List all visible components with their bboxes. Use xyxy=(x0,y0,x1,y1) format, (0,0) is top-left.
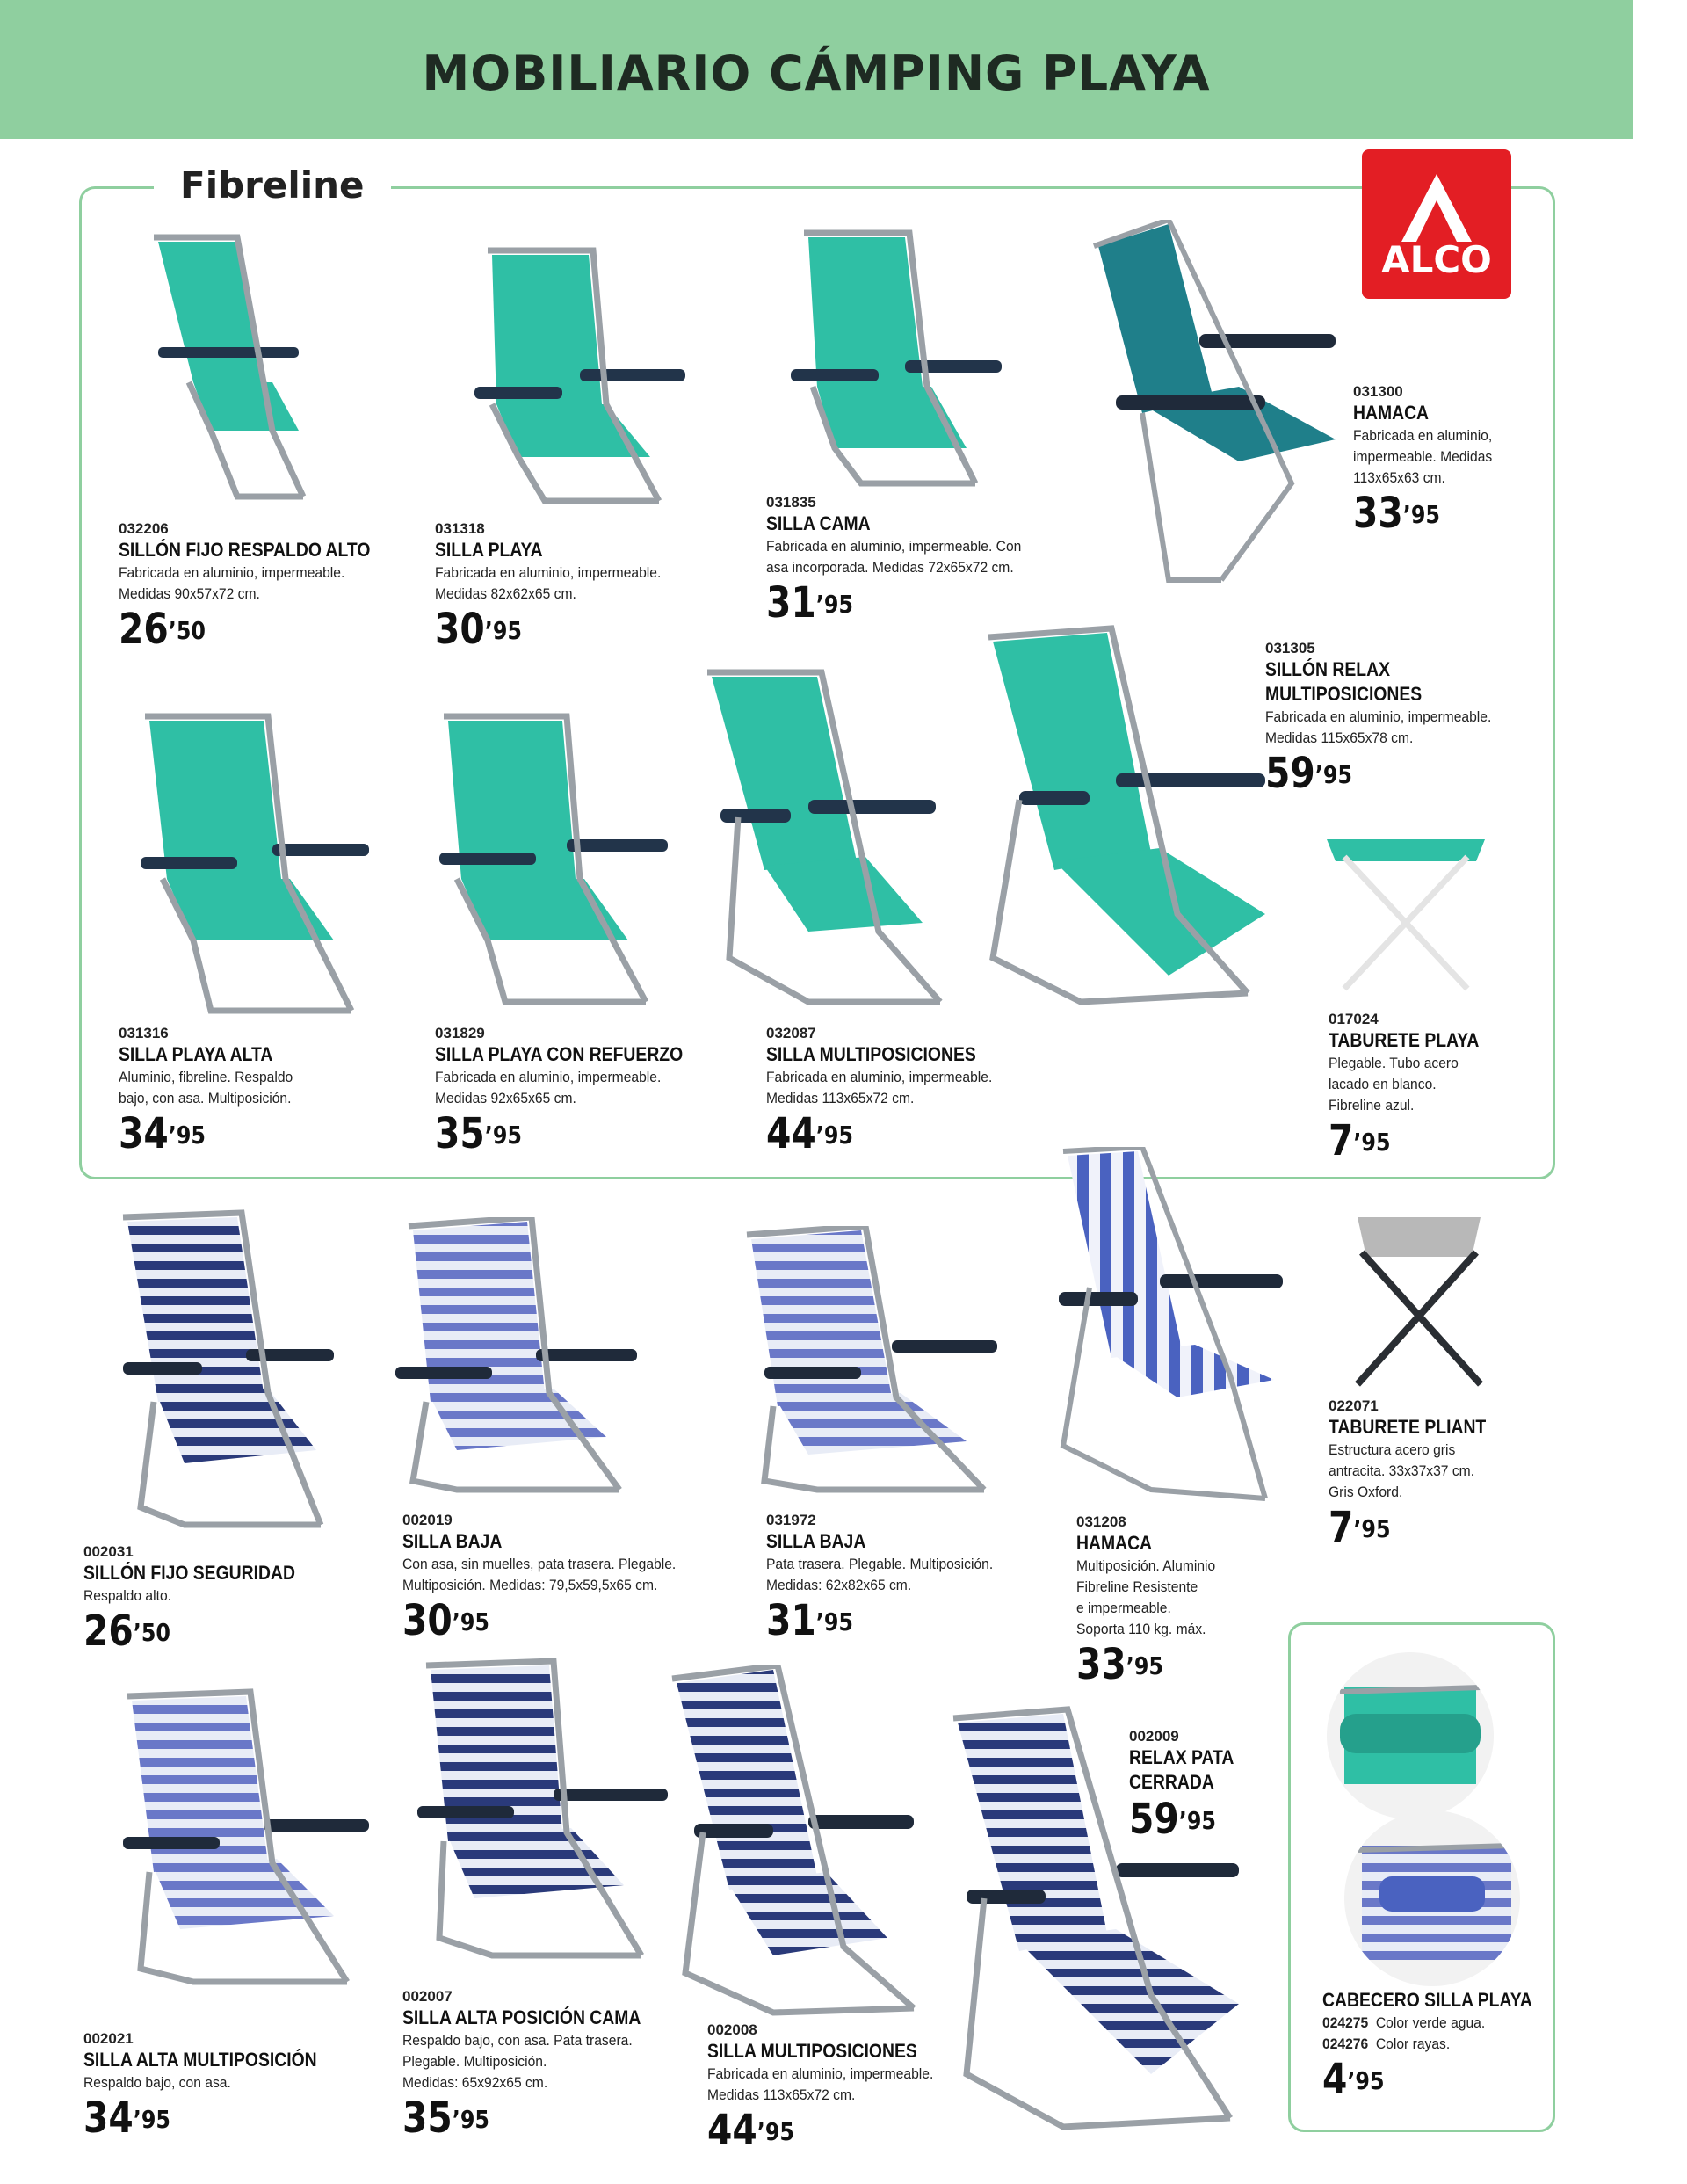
product-name: SILLA MULTIPOSICIONES xyxy=(707,2040,917,2062)
product-desc: Multiposición. Aluminio Fibreline Resistente e impermeable. Soporta 110 kg. máx. xyxy=(1076,1557,1216,1637)
product-name: SILLA ALTA MULTIPOSICIÓN xyxy=(83,2049,317,2071)
product-code: 002007 xyxy=(402,1988,453,2005)
product-code: 031316 xyxy=(119,1025,169,1041)
product-name: SILLA PLAYA xyxy=(435,539,543,561)
product-002021 xyxy=(83,2030,349,2141)
product-price: $33^{’95}$ xyxy=(1353,489,1440,538)
product-price: $26^{’50}$ xyxy=(83,1607,170,1656)
product-desc: Plegable. Tubo acero lacado en blanco. Fibreline azul. xyxy=(1329,1055,1459,1114)
chair-image-031316 xyxy=(132,712,378,1028)
product-002031 xyxy=(83,1543,324,1654)
product-name: SILLÓN FIJO SEGURIDAD xyxy=(83,1562,295,1584)
product-code: 002031 xyxy=(83,1543,134,1560)
product-price: $4^{’95}$ xyxy=(1322,2055,1385,2104)
product-name: TABURETE PLAYA xyxy=(1329,1029,1480,1051)
product-031305 xyxy=(1265,640,1511,796)
product-price: $44^{’95}$ xyxy=(707,2106,794,2155)
product-price: $31^{’95}$ xyxy=(766,1596,853,1645)
product-name: SILLA ALTA POSICIÓN CAMA xyxy=(402,2006,641,2028)
product-name: SILLA BAJA xyxy=(766,1530,866,1552)
cabecero-image-stripes xyxy=(1344,1810,1520,1986)
product-price: $30^{’95}$ xyxy=(402,1596,489,1645)
logo-text: ALCO xyxy=(1381,238,1492,281)
alco-logo xyxy=(1362,149,1511,299)
product-002008 xyxy=(707,2021,953,2153)
product-name-line2: MULTIPOSICIONES xyxy=(1265,683,1423,705)
product-name: HAMACA xyxy=(1353,402,1430,424)
product-desc: Estructura acero gris antracita. 33x37x37 cm. Gris Oxford. xyxy=(1329,1441,1475,1500)
page-header xyxy=(0,0,1633,139)
product-price: $34^{’95}$ xyxy=(119,1109,206,1158)
product-code: 031305 xyxy=(1265,640,1315,657)
product-name: SILLA CAMA xyxy=(766,512,871,534)
chair-image-002007 xyxy=(404,1657,677,1973)
product-name-line2: CERRADA xyxy=(1129,1771,1214,1793)
chair-image-031318 xyxy=(457,246,703,519)
product-desc: Fabricada en aluminio, impermeable. Medidas 113x65x63 cm. xyxy=(1353,427,1493,486)
product-031972 xyxy=(766,1512,1013,1643)
chair-image-031835 xyxy=(782,229,1010,501)
product-031208 xyxy=(1076,1513,1227,1687)
product-name: SILLA MULTIPOSICIONES xyxy=(766,1043,976,1065)
product-desc: Fabricada en aluminio, impermeable. Con asa incorporada. Medidas 72x65x72 cm. xyxy=(766,538,1022,576)
product-price: $26^{’50}$ xyxy=(119,605,206,654)
chair-image-032206 xyxy=(141,233,351,514)
stool-image-017024 xyxy=(1318,831,1494,1006)
product-price: $33^{’95}$ xyxy=(1076,1640,1163,1689)
product-desc: Fabricada en aluminio, impermeable. Medidas 115x65x78 cm. xyxy=(1265,708,1492,746)
product-price: $31^{’95}$ xyxy=(766,578,853,628)
product-name: HAMACA xyxy=(1076,1532,1153,1554)
product-031318 xyxy=(435,520,681,652)
product-price: $7^{’95}$ xyxy=(1329,1503,1391,1552)
product-002019 xyxy=(402,1512,699,1643)
product-code: 017024 xyxy=(1329,1011,1379,1027)
product-price: $30^{’95}$ xyxy=(435,605,522,654)
product-code: 032206 xyxy=(119,520,169,537)
product-code: 031829 xyxy=(435,1025,485,1041)
product-code: 031318 xyxy=(435,520,485,537)
product-code: 002009 xyxy=(1129,1728,1179,1745)
product-price: $7^{’95}$ xyxy=(1329,1116,1391,1165)
product-name: SILLÓN RELAX xyxy=(1265,658,1390,680)
product-name: CABECERO SILLA PLAYA xyxy=(1322,1989,1532,2011)
chair-image-032087 xyxy=(703,668,949,1019)
product-022071 xyxy=(1329,1397,1508,1550)
product-desc: Fabricada en aluminio, impermeable. Medidas 113x65x72 cm. xyxy=(766,1069,993,1107)
chair-image-031208 xyxy=(1054,1147,1292,1507)
chair-image-002021 xyxy=(114,1687,378,1995)
product-032087 xyxy=(766,1025,1012,1157)
chair-image-002031 xyxy=(114,1208,343,1534)
product-code: 031835 xyxy=(766,494,816,511)
product-desc: Respaldo alto. xyxy=(83,1587,171,1604)
product-price: $35^{’95}$ xyxy=(402,2093,489,2143)
product-price: $34^{’95}$ xyxy=(83,2093,170,2143)
product-cabecero xyxy=(1322,1988,1560,2102)
product-code: 002019 xyxy=(402,1512,453,1528)
product-code: 032087 xyxy=(766,1025,816,1041)
product-017024 xyxy=(1329,1011,1500,1164)
product-code: 022071 xyxy=(1329,1397,1379,1414)
chair-image-031300 xyxy=(1090,220,1344,589)
product-code: 031972 xyxy=(766,1512,816,1528)
product-name: SILLA PLAYA CON REFUERZO xyxy=(435,1043,684,1065)
product-desc: Fabricada en aluminio, impermeable. Medidas 113x65x72 cm. xyxy=(707,2065,934,2103)
product-desc: Con asa, sin muelles, pata trasera. Plegable. Multiposición. Medidas: 79,5x59,5x65 cm. xyxy=(402,1556,677,1593)
product-code: 002021 xyxy=(83,2030,134,2047)
product-002007 xyxy=(402,1988,673,2141)
cabecero-option-1: 024275 Color verde agua. xyxy=(1322,2014,1486,2031)
product-031300 xyxy=(1353,383,1504,536)
product-031835 xyxy=(766,494,1044,626)
product-031829 xyxy=(435,1025,717,1157)
product-desc: Respaldo bajo, con asa. xyxy=(83,2074,231,2091)
product-031316 xyxy=(119,1025,308,1157)
stool-image-022071 xyxy=(1340,1208,1498,1393)
product-name: SILLÓN FIJO RESPALDO ALTO xyxy=(119,539,371,561)
chair-image-031972 xyxy=(738,1226,1010,1507)
product-code: 002008 xyxy=(707,2021,757,2038)
product-002009 xyxy=(1129,1728,1249,1842)
product-name: TABURETE PLIANT xyxy=(1329,1416,1487,1438)
chair-image-002008 xyxy=(668,1665,923,2026)
chair-image-031305 xyxy=(984,624,1274,1019)
product-price: $59^{’95}$ xyxy=(1129,1795,1216,1844)
chair-image-002019 xyxy=(387,1217,650,1507)
product-price: $44^{’95}$ xyxy=(766,1109,853,1158)
chair-image-031829 xyxy=(422,712,677,1019)
product-name: SILLA PLAYA ALTA xyxy=(119,1043,273,1065)
brand-label: Fibreline xyxy=(154,163,391,207)
product-desc: Fabricada en aluminio, impermeable. Medidas 82x62x65 cm. xyxy=(435,564,662,602)
product-desc: Aluminio, fibreline. Respaldo bajo, con asa. Multiposición. xyxy=(119,1069,293,1107)
product-code: 031300 xyxy=(1353,383,1403,400)
product-desc: Pata trasera. Plegable. Multiposición. Medidas: 62x82x65 cm. xyxy=(766,1556,994,1593)
cabecero-option-2: 024276 Color rayas. xyxy=(1322,2035,1451,2052)
product-desc: Respaldo bajo, con asa. Pata trasera. Plegable. Multiposición. Medidas: 65x92x65 cm. xyxy=(402,2032,633,2091)
page-title: MOBILIARIO CÁMPING PLAYA xyxy=(422,46,1211,101)
product-desc: Fabricada en aluminio, impermeable. Medidas 90x57x72 cm. xyxy=(119,564,345,602)
product-price: $35^{’95}$ xyxy=(435,1109,522,1158)
product-code: 031208 xyxy=(1076,1513,1126,1530)
cabecero-image-green xyxy=(1327,1652,1494,1819)
product-desc: Fabricada en aluminio, impermeable. Medidas 92x65x65 cm. xyxy=(435,1069,662,1107)
product-032206 xyxy=(119,520,405,652)
product-name: RELAX PATA xyxy=(1129,1746,1234,1768)
product-price: $59^{’95}$ xyxy=(1265,749,1352,798)
product-name: SILLA BAJA xyxy=(402,1530,503,1552)
